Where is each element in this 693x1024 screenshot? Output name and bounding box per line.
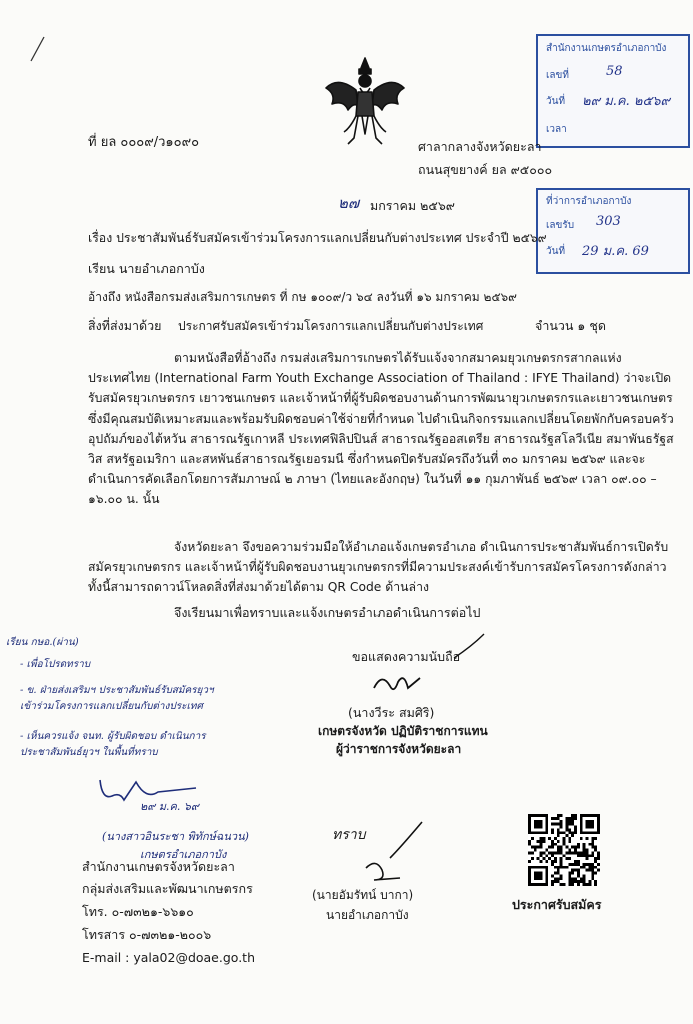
officer-position: เกษตรอำเภอกาบัง: [140, 848, 227, 861]
date-day: ๒๗: [338, 194, 360, 212]
handwritten-date: ๒๙ ม.ค. ๖๙: [140, 800, 199, 813]
pen-stroke-salutation: [450, 632, 490, 666]
enclosure-label: สิ่งที่ส่งมาด้วย: [88, 318, 162, 333]
garuda-emblem: [320, 54, 410, 152]
district-handwritten: ทราบ: [332, 827, 366, 843]
signatory-title2: ผู้ว่าราชการจังหวัดยะลา: [336, 742, 462, 756]
officer-name: (นางสาวอินระชา พิทักษ์ฉนวน): [102, 830, 249, 843]
paragraph-1: ตามหนังสือที่อ้างถึง กรมส่งเสริมการเกษตรได้รับแจ้งจากสมาคมยุวเกษตรกรสากลแห่งประเทศไทย (International Farm Youth Exchange Association of Thailand : IFYE Thailand) ว่าจะเปิดรับสมัครยุวเกษตรกร เยาวชนเกษตร และเจ้าหน้าที่ผู้รับผิดชอบงานด้านการพัฒนายุวเกษตรกรและเยาวชนเกษตร ซึ่งมีคุณสมบัติเหมาะสมและพร้อมรับผิดชอบค่าใช้จ่ายที่กำหนด ไปดำเนินกิจกรรมแลกเปลี่ยนโดยพักกับครอบครัวอุปถัมภ์ของไต้หวัน สาธารณรัฐเกาหลี ประเทศฟิลิปปินส์ สาธารณรัฐออสเตรีย สาธารณรัฐสโลวีเนีย สมาพันธรัฐสวิส สหรัฐอเมริกา และสหพันธ์สาธารณรัฐเยอรมนี ซึ่งกำหนดปิดรับสมัครถึงวันที่ ๓๐ มกราคม ๒๕๖๙ และจะดำเนินการคัดเลือกโดยการสัมภาษณ์ ๒ ภาษา (ไทยและอังกฤษ) ในวันที่ ๑๑ กุมภาพันธ์ ๒๕๖๙ เวลา ๐๙.๐๐ – ๑๖.๐๐ น. นั้น: [88, 351, 674, 507]
district-chief-title: นายอำเภอกาบัง: [326, 908, 409, 922]
note-line: - ข. ฝ่ายส่งเสริมฯ ประชาสัมพันธ์รับสมัครยุวฯ: [20, 685, 214, 696]
pen-mark: [28, 34, 48, 68]
stamp2-date-value: 29 ม.ค. 69: [582, 244, 649, 259]
signatory-title1: เกษตรจังหวัด ปฏิบัติราชการแทน: [318, 724, 488, 738]
note-line: เรียน กษอ.(ผ่าน): [6, 637, 79, 648]
signature-governor: [368, 668, 428, 702]
qr-code[interactable]: [528, 814, 600, 890]
stamp2-office: ที่ว่าการอำเภอกาบัง: [546, 196, 632, 207]
sender-office: ศาลากลางจังหวัดยะลา: [418, 139, 542, 154]
closing-request: จึงเรียนมาเพื่อทราบและแจ้งเกษตรอำเภอดำเนินการต่อไป: [174, 605, 481, 620]
stamp2-no-value: 303: [596, 214, 621, 229]
receipt-stamp-top: [536, 34, 690, 148]
paragraph-2: จังหวัดยะลา จึงขอความร่วมมือให้อำเภอแจ้งเกษตรอำเภอ ดำเนินการประชาสัมพันธ์การเปิดรับสมัครยุวเกษตรกร และเจ้าหน้าที่ผู้รับผิดชอบงานยุวเกษตรกรที่มีความประสงค์เข้ารับการสมัครโครงการดังกล่าว ทั้งนี้สามารถดาวน์โหลดสิ่งที่ส่งมาด้วยได้ตาม QR Code ด้านล่าง: [88, 540, 669, 595]
note-line: ประชาสัมพันธ์ยุวฯ ในพื้นที่ทราบ: [20, 747, 158, 758]
stamp-no-label: เลขที่: [546, 70, 569, 81]
receipt-stamp-second: [536, 188, 690, 274]
stamp-date-value: ๒๙ ม.ค. ๒๕๖๙: [582, 94, 671, 109]
footer-group: กลุ่มส่งเสริมและพัฒนาเกษตรกร: [82, 881, 253, 896]
footer-email: E-mail : yala02@doae.go.th: [82, 950, 256, 965]
subject-line: เรื่อง ประชาสัมพันธ์รับสมัครเข้าร่วมโครงการแลกเปลี่ยนกับต่างประเทศ ประจำปี ๒๕๖๙: [88, 231, 547, 245]
qr-caption: ประกาศรับสมัคร: [512, 897, 602, 912]
date-month-year: มกราคม ๒๕๖๙: [370, 198, 455, 213]
enclosure-item: ประกาศรับสมัครเข้าร่วมโครงการแลกเปลี่ยนกับต่างประเทศ: [178, 319, 484, 333]
footer-office: สำนักงานเกษตรจังหวัดยะลา: [82, 859, 235, 874]
salutation: ขอแสดงความนับถือ: [352, 649, 461, 664]
note-line: เข้าร่วมโครงการแลกเปลี่ยนกับต่างประเทศ: [20, 701, 203, 712]
note-line: - เห็นควรแจ้ง จนท. ผู้รับผิดชอบ ดำเนินการ: [20, 731, 206, 742]
footer-phone: โทร. ๐-๗๓๒๑-๖๖๑๐: [82, 904, 194, 919]
sender-road: ถนนสุขยางค์ ยล ๙๕๐๐๐: [418, 162, 553, 177]
stamp2-no-label: เลขรับ: [546, 220, 575, 231]
district-chief-name: (นายอัมรัทน์ บากา): [312, 888, 414, 902]
stamp-office: สำนักงานเกษตรอำเภอกาบัง: [546, 43, 667, 54]
footer-fax: โทรสาร ๐-๗๓๒๑-๒๐๐๖: [82, 927, 212, 942]
stamp-date-label: วันที่: [546, 96, 566, 107]
stamp-no-value: 58: [606, 64, 623, 79]
to-line: เรียน นายอำเภอกาบัง: [88, 261, 205, 276]
enclosure-qty: จำนวน ๑ ชุด: [535, 318, 606, 333]
signatory-name: (นางวีระ สมศิริ): [348, 705, 435, 720]
reference-line: อ้างถึง หนังสือกรมส่งเสริมการเกษตร ที่ กษ ๑๐๐๙/ว ๖๔ ลงวันที่ ๑๖ มกราคม ๒๕๖๙: [88, 290, 517, 304]
doc-number: ที่ ยล ๐๐๐๙/ว๑๐๙๐: [88, 135, 200, 150]
stamp2-date-label: วันที่: [546, 246, 566, 257]
note-line: - เพื่อโปรดทราบ: [20, 659, 91, 670]
stamp-time-label: เวลา: [546, 124, 567, 135]
